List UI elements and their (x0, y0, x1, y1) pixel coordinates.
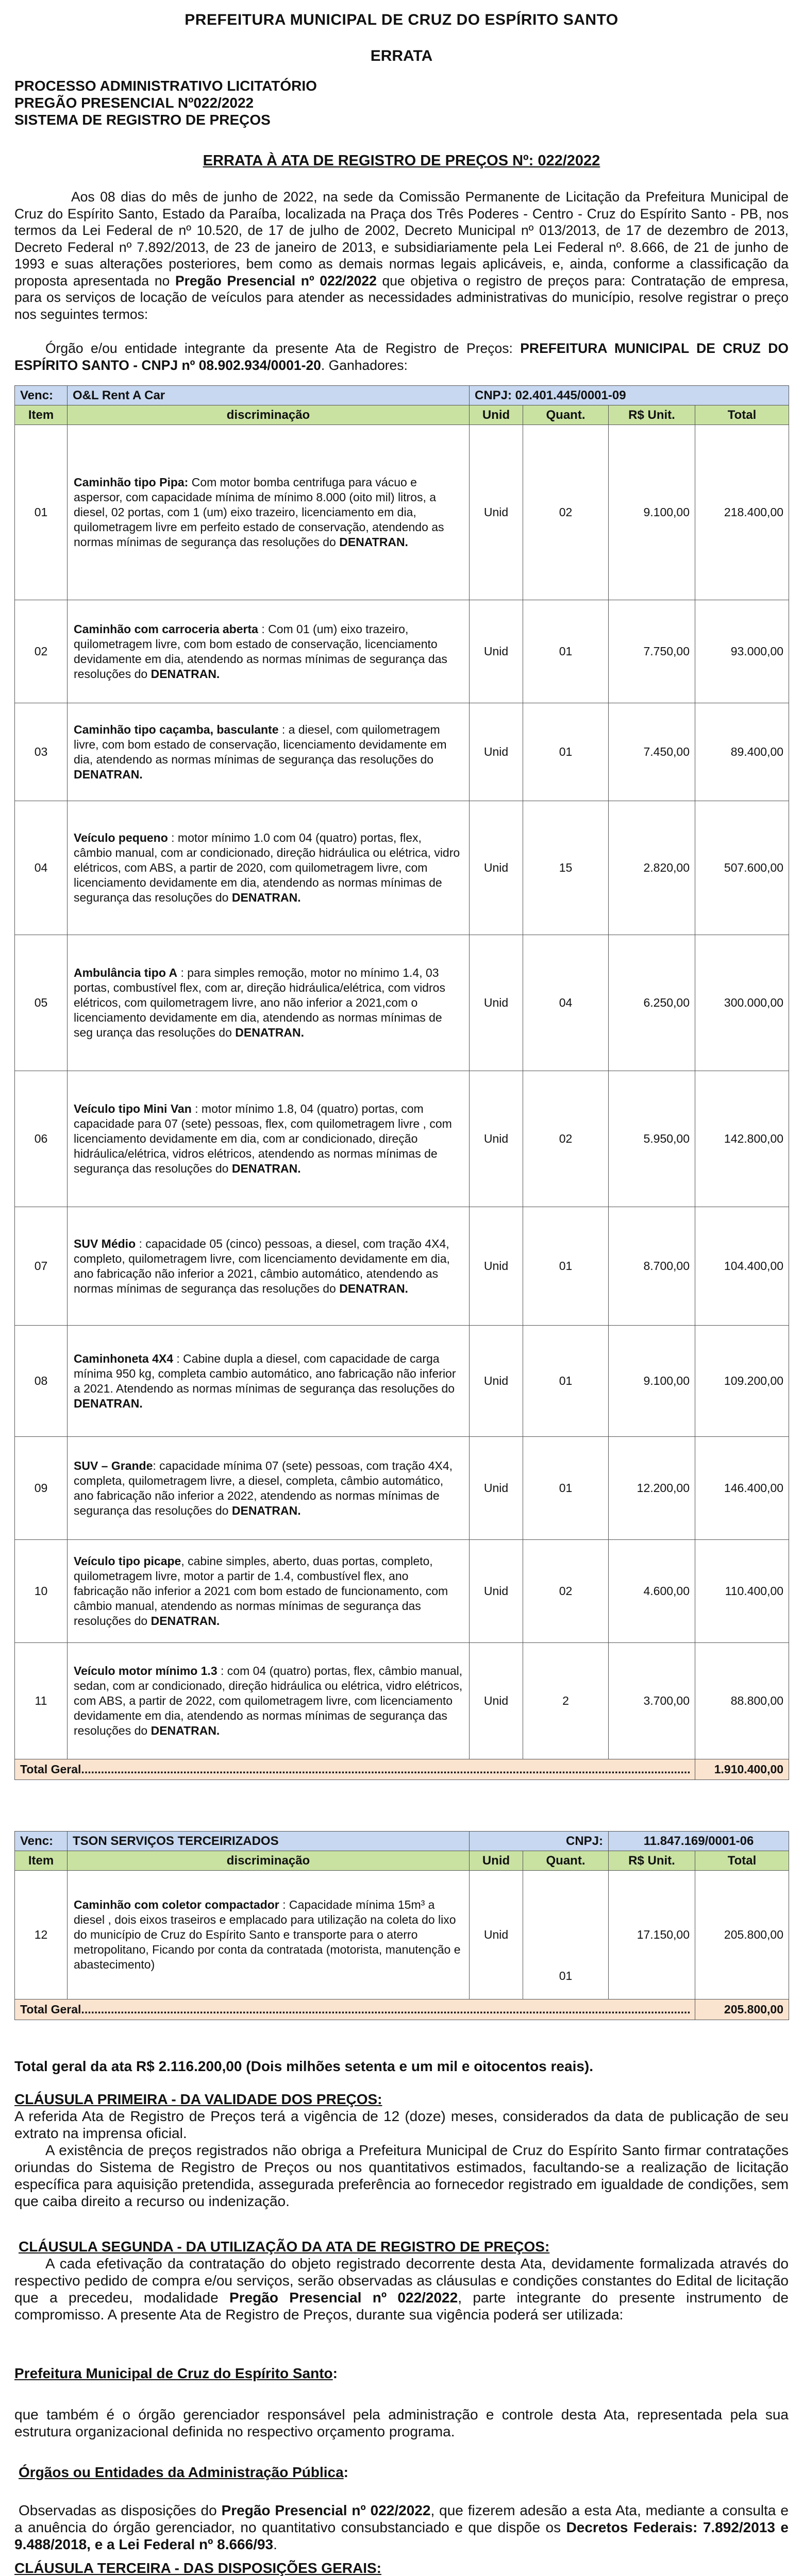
item-text: : com 04 (quatro) portas, flex, câmbio manual, sedan, com ar condicionado, direção hidráulica ou elétrica, vidro elétricos, com ABS, a partir de 2022, com quilometragem livre, com licenciamento devidamente em dia, atendendo as normas mínimas de segurança das resoluções do (74, 1664, 463, 1737)
item-total: 88.800,00 (695, 1643, 789, 1759)
item-description (68, 703, 470, 801)
vendor-name: O&L Rent A Car (68, 386, 470, 405)
clause-2-p3-mid: , que fizerem adesão a esta Ata, mediante a consulta e a anuência do órgão gerenciador, no quantitativo consubstanciado e que dispõe os (14, 2502, 789, 2535)
table-row (15, 1643, 789, 1759)
item-unit-price: 6.250,00 (609, 935, 695, 1071)
intro-pregao: Pregão Presencial nº 022/2022 (175, 273, 377, 289)
item-quant: 04 (523, 935, 609, 1071)
col-discriminacao: discriminação (68, 1851, 470, 1871)
clause-2-p3 (14, 2502, 789, 2553)
item-description (68, 1871, 470, 1999)
item-unit-price: 5.950,00 (609, 1071, 695, 1207)
item-number: 09 (15, 1437, 68, 1540)
item-quant: 2 (523, 1643, 609, 1759)
item-unit-price: 9.100,00 (609, 425, 695, 600)
item-title: Caminhão tipo Pipa: (74, 476, 189, 489)
item-text: , cabine simples, aberto, duas portas, completo, quilometragem livre, motor a partir de 1.4, combustível flex, ano fabricação não inferior a 2021 com bom estado de funcionamento, com câmbio manual, atendendo as normas mínimas de segurança das resoluções do (74, 1554, 448, 1628)
item-quant: 01 (523, 1207, 609, 1326)
sub-orgaos-title: Órgãos ou Entidades da Administração Pública (19, 2464, 344, 2480)
col-unid: Unid (470, 405, 523, 425)
intro-text: Aos 08 dias do mês de junho de 2022, na sede da Comissão Permanente de Licitação da Prefeitura Municipal de Cruz do Espírito Santo, Estado da Paraíba, localizada na Praça dos Três Poderes - Centro - Cruz do Espírito Santo - PB, nos termos da Lei Federal de nº 10.520, de 17 de julho de 2002, Decreto Municipal nº 013/2013, de 17 de dezembro de 2013, Decreto Federal nº 7.892/2013, de 23 de janeiro de 2013, e subsidiariamente pela Lei Federal nº. 8.666, de 21 de junho de 1993 e suas alterações posteriores, bem como as demais normas legais aplicáveis, e, ainda, conforme a classificação da proposta apresentada no (14, 189, 789, 289)
col-unid: Unid (470, 1851, 523, 1871)
item-unid: Unid (470, 1071, 523, 1207)
table-row (15, 1540, 789, 1643)
item-denatran: DENATRAN. (231, 1162, 301, 1175)
item-total: 89.400,00 (695, 703, 789, 801)
clause-1 (14, 2091, 789, 2210)
item-total: 507.600,00 (695, 801, 789, 935)
item-quant: 01 (523, 600, 609, 703)
item-title: Caminhão com carroceria aberta (74, 622, 258, 636)
item-total: 218.400,00 (695, 425, 789, 600)
item-denatran: DENATRAN. (150, 1614, 220, 1628)
price-table-2 (14, 1831, 789, 2020)
clause-2-p1-end: , parte integrante do presente instrumento de compromisso. A presente Ata de Registro de Preços, durante sua vigência poderá ser utilizada: (14, 2290, 789, 2323)
item-title: Veículo motor mínimo 1.3 (74, 1664, 218, 1677)
item-unid: Unid (470, 1326, 523, 1437)
item-text: : Cabine dupla a diesel, com capacidade de carga mínima 950 kg, completa cambio automático, ano fabricação não inferior a 2021. Atendendo as normas mínimas de segurança das resoluções do (74, 1351, 456, 1395)
item-quant: 01 (523, 703, 609, 801)
col-total: Total (695, 405, 789, 425)
process-line: PROCESSO ADMINISTRATIVO LICITATÓRIO (14, 78, 317, 94)
item-number: 07 (15, 1207, 68, 1326)
item-number: 10 (15, 1540, 68, 1643)
page-title: PREFEITURA MUNICIPAL DE CRUZ DO ESPÍRITO SANTO (185, 11, 618, 28)
item-text: : motor mínimo 1.0 com 04 (quatro) portas, flex, câmbio manual, com ar condicionado, direção hidráulica ou elétrica, vidro elétricos, com ABS, a partir de 2020, com quilometragem livre, com licenciamento devidamente em dia, atendendo as normas mínimas de segurança das resoluções do (74, 831, 460, 904)
clause-1-title: CLÁUSULA PRIMEIRA - DA VALIDADE DOS PREÇOS: (14, 2091, 382, 2107)
total-label: Total Geral......................................................................................................................................................................................... (15, 1759, 695, 1780)
item-unit-price: 8.700,00 (609, 1207, 695, 1326)
col-item: Item (15, 1851, 68, 1871)
item-unit-price: 7.450,00 (609, 703, 695, 801)
item-number: 01 (15, 425, 68, 600)
item-denatran: DENATRAN. (339, 535, 408, 549)
clause-2-title: CLÁUSULA SEGUNDA - DA UTILIZAÇÃO DA ATA DE REGISTRO DE PREÇOS: (19, 2239, 550, 2255)
item-unid: Unid (470, 425, 523, 600)
table-row (15, 1437, 789, 1540)
item-number: 08 (15, 1326, 68, 1437)
process-line: PREGÃO PRESENCIAL Nº022/2022 (14, 95, 254, 111)
item-total: 104.400,00 (695, 1207, 789, 1326)
item-number: 02 (15, 600, 68, 703)
errata-heading: ERRATA (370, 47, 433, 64)
clause-2-p3-pregao: Pregão Presencial nº 022/2022 (221, 2502, 431, 2518)
sub-prefeitura-colon: : (332, 2365, 338, 2381)
table-row (15, 1071, 789, 1207)
venc-label: Venc: (15, 1832, 68, 1851)
item-text: : motor mínimo 1.8, 04 (quatro) portas, com capacidade para 07 (sete) pessoas, flex, com quilometragem livre , com licenciamento devidamente em dia, com ar condicionado, direção hidráulica/elétrica, vidros elétricos, atendendo as normas mínimas de segurança das resoluções do (74, 1102, 452, 1175)
clause-2-p3-text: Observadas as disposições do (19, 2502, 222, 2518)
clause-2-p2: que também é o órgão gerenciador responsável pela administração e controle desta Ata, representada pela sua estrutura organizacional definida no respectivo orçamento programa. (14, 2406, 789, 2439)
item-title: Caminhão com coletor compactador (74, 1898, 279, 1911)
total-value: 205.800,00 (695, 1999, 789, 2020)
sub-orgaos (14, 2464, 793, 2481)
item-unit-price: 17.150,00 (609, 1871, 695, 1999)
item-denatran: DENATRAN. (231, 891, 301, 904)
item-title: Caminhão tipo caçamba, basculante (74, 722, 279, 736)
intro-paragraph (14, 189, 789, 323)
item-quant: 02 (523, 1540, 609, 1643)
sub-prefeitura (14, 2365, 789, 2382)
orgao-name: PREFEITURA MUNICIPAL DE CRUZ DO ESPÍRITO SANTO - CNPJ nº 08.902.934/0001-20 (14, 341, 789, 373)
item-title: Veículo pequeno (74, 831, 168, 844)
item-text: : a diesel, com quilometragem livre, com bom estado de conservação, licenciamento devidamente em dia, atendendo as normas mínimas de segurança das resoluções do (74, 722, 447, 766)
item-unid: Unid (470, 1540, 523, 1643)
item-quant: 01 (523, 1437, 609, 1540)
item-total: 146.400,00 (695, 1437, 789, 1540)
item-unid: Unid (470, 935, 523, 1071)
item-description (68, 1207, 470, 1326)
item-denatran: DENATRAN. (235, 1026, 304, 1039)
vendor-row (15, 386, 789, 405)
item-title: Ambulância tipo A (74, 966, 178, 979)
item-description (68, 1643, 470, 1759)
table-row (15, 703, 789, 801)
item-unit-price: 7.750,00 (609, 600, 695, 703)
vendor-cnpj: 11.847.169/0001-06 (609, 1832, 789, 1851)
cnpj-label: CNPJ: (470, 1832, 609, 1851)
item-number: 12 (15, 1871, 68, 1999)
col-unit-price: R$ Unit. (609, 405, 695, 425)
column-headers (15, 405, 789, 425)
item-unit-price: 9.100,00 (609, 1326, 695, 1437)
item-title: SUV Médio (74, 1236, 136, 1250)
price-table-1 (14, 385, 789, 1780)
vendor-name: TSON SERVIÇOS TERCEIRIZADOS (68, 1832, 470, 1851)
item-unid: Unid (470, 1871, 523, 1999)
orgao-end: . Ganhadores: (321, 357, 408, 373)
ata-title: ERRATA À ATA DE REGISTRO DE PREÇOS Nº: 022/2022 (203, 152, 600, 169)
item-denatran: DENATRAN. (150, 667, 220, 681)
item-unit-price: 12.200,00 (609, 1437, 695, 1540)
item-total: 142.800,00 (695, 1071, 789, 1207)
item-description (68, 1540, 470, 1643)
sub-prefeitura-title: Prefeitura Municipal de Cruz do Espírito Santo (14, 2365, 333, 2381)
vendor-cnpj: CNPJ: 02.401.445/0001-09 (470, 386, 789, 405)
column-headers (15, 1851, 789, 1871)
intro-orgao (14, 340, 789, 374)
item-description (68, 1071, 470, 1207)
col-total: Total (695, 1851, 789, 1871)
item-denatran: DENATRAN. (74, 1396, 143, 1410)
table-row (15, 801, 789, 935)
item-unid: Unid (470, 801, 523, 935)
item-unit-price: 4.600,00 (609, 1540, 695, 1643)
item-text: : capacidade mínima 07 (sete) pessoas, com tração 4X4, completa, quilometragem livre, a diesel, completa, câmbio automático, ano fabricação não inferior a 2022, atendendo as normas mínimas de segurança das resoluções do (74, 1459, 453, 1517)
clause-2-p1-text: A cada efetivação da contratação do objeto registrado decorrente desta Ata, devidamente formalizada através do respectivo pedido de compra e/ou serviços, serão observadas as cláusulas e condições constantes do Edital de licitação que a precedeu, modalidade (14, 2256, 789, 2306)
item-quant: 15 (523, 801, 609, 935)
item-unid: Unid (470, 703, 523, 801)
col-quant: Quant. (523, 1851, 609, 1871)
item-description (68, 600, 470, 703)
col-quant: Quant. (523, 405, 609, 425)
item-title: SUV – Grande (74, 1459, 153, 1472)
item-denatran: DENATRAN. (339, 1281, 408, 1295)
intro-text-2: que objetiva o registro de preços para: Contratação de empresa, para os serviços de locação de veículos para atender as necessidades administrativas do município, resolve registrar o preço nos seguintes termos: (14, 273, 789, 322)
item-number: 04 (15, 801, 68, 935)
total-ata: Total geral da ata R$ 2.116.200,00 (Dois milhões setenta e um mil e oitocentos reais). (14, 2058, 594, 2074)
process-line: SISTEMA DE REGISTRO DE PREÇOS (14, 112, 271, 128)
item-unid: Unid (470, 1643, 523, 1759)
item-quant: 02 (523, 1071, 609, 1207)
venc-label: Venc: (15, 386, 68, 405)
table-row (15, 935, 789, 1071)
item-unid: Unid (470, 600, 523, 703)
item-unit-price: 3.700,00 (609, 1643, 695, 1759)
item-total: 300.000,00 (695, 935, 789, 1071)
vendor-row (15, 1832, 789, 1851)
table-row (15, 600, 789, 703)
item-text: : capacidade 05 (cinco) pessoas, a diesel, com tração 4X4, completo, quilometragem livre, com licenciamento devidamente em dia, ano fabricação não inferior a 2021, câmbio automático, atendendo as normas mínimas de segurança das resoluções do (74, 1236, 450, 1295)
orgao-text: Órgão e/ou entidade integrante da presente Ata de Registro de Preços: (45, 341, 521, 356)
item-title: Veículo tipo picape (74, 1554, 181, 1568)
item-total: 109.200,00 (695, 1326, 789, 1437)
item-denatran: DENATRAN. (150, 1724, 220, 1737)
item-description (68, 425, 470, 600)
clause-3 (14, 2560, 789, 2576)
clause-2-p3-decretos: Decretos Federais: 7.892/2013 e 9.488/2018, e a Lei Federal nº 8.666/93 (14, 2519, 789, 2552)
item-description (68, 801, 470, 935)
item-text: : Capacidade mínima 15m³ a diesel , dois eixos traseiros e emplacado para utilização na coleta do lixo do município de Cruz do Espírito Santo e transporte para o aterro metropolitano, Ficando por conta da contratada (motorista, manutenção e abastecimento) (74, 1898, 461, 1971)
clause-2-p3-end: . (273, 2536, 277, 2552)
col-discriminacao: discriminação (68, 405, 470, 425)
item-total: 205.800,00 (695, 1871, 789, 1999)
item-unit-price: 2.820,00 (609, 801, 695, 935)
sub-orgaos-colon: : (343, 2464, 348, 2480)
item-denatran: DENATRAN. (74, 767, 143, 781)
total-row (15, 1999, 789, 2020)
clause-1-p2: A existência de preços registrados não obriga a Prefeitura Municipal de Cruz do Espírito Santo firmar contratações oriundas do Sistema de Registro de Preços ou nos quantitativos estimados, facultando-se a realização de licitação específica para aquisição pretendida, assegurada preferência ao fornecedor registrado em igualdade de condições, sem que caiba direito a recurso ou indenização. (14, 2142, 789, 2209)
clause-3-title: CLÁUSULA TERCEIRA - DAS DISPOSIÇÕES GERAIS: (14, 2560, 381, 2576)
item-text: Com motor bomba centrifuga para vácuo e aspersor, com capacidade mínima de mínimo 8.000 (oito mil) litros, a diesel, 02 portas, com 1 (um) eixo trazeiro, licenciamento em dia, quilometragem livre em perfeito estado de conservação, atendendo as normas mínimas de segurança das resoluções do (74, 476, 444, 549)
item-text: : para simples remoção, motor no mínimo 1.4, 03 portas, combustível flex, com ar, direção hidráulica/elétrica, com vidros elétricos, com quilometragem livre, ano não inferior a 2021,com o licenciamento devidamente em dia, atendendo as normas mínimas de seg urança das resoluções do (74, 966, 445, 1039)
table-row (15, 1326, 789, 1437)
item-number: 05 (15, 935, 68, 1071)
item-unid: Unid (470, 1437, 523, 1540)
table-row (15, 1871, 789, 1999)
total-row (15, 1759, 789, 1780)
table-row (15, 1207, 789, 1326)
process-block (14, 77, 789, 128)
item-description (68, 935, 470, 1071)
item-number: 11 (15, 1643, 68, 1759)
clause-2-p1 (14, 2255, 789, 2323)
item-description (68, 1326, 470, 1437)
table-row (15, 425, 789, 600)
clause-2 (14, 2238, 789, 2323)
col-unit-price: R$ Unit. (609, 1851, 695, 1871)
item-total: 93.000,00 (695, 600, 789, 703)
item-number: 06 (15, 1071, 68, 1207)
item-denatran: DENATRAN. (231, 1503, 301, 1517)
clause-1-p1: A referida Ata de Registro de Preços terá a vigência de 12 (doze) meses, considerados da data de publicação de seu extrato na imprensa oficial. (14, 2108, 789, 2141)
item-quant: 01 (523, 1326, 609, 1437)
item-text: : Com 01 (um) eixo trazeiro, quilometragem livre, com bom estado de conservação, licenciamento devidamente em dia, atendendo as normas mínimas de segurança das resoluções do (74, 622, 447, 681)
item-unid: Unid (470, 1207, 523, 1326)
total-value: 1.910.400,00 (695, 1759, 789, 1780)
item-number: 03 (15, 703, 68, 801)
item-title: Veículo tipo Mini Van (74, 1102, 192, 1115)
total-label: Total Geral......................................................................................................................................................................................... (15, 1999, 695, 2020)
item-quant: 01 (523, 1871, 609, 1999)
clause-2-pregao: Pregão Presencial nº 022/2022 (229, 2290, 458, 2306)
col-item: Item (15, 405, 68, 425)
item-quant: 02 (523, 425, 609, 600)
item-description (68, 1437, 470, 1540)
item-total: 110.400,00 (695, 1540, 789, 1643)
item-title: Caminhoneta 4X4 (74, 1351, 173, 1365)
